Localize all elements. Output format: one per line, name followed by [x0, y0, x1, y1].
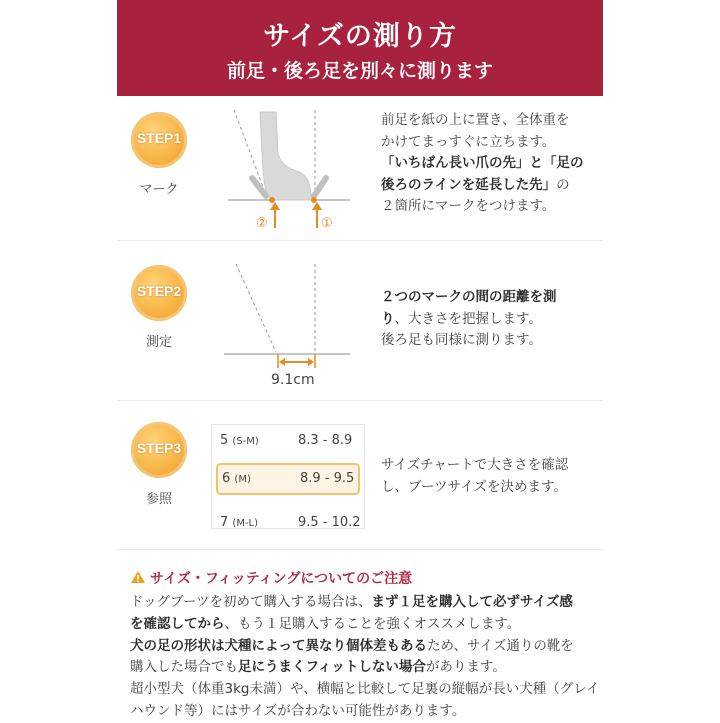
size-chart-row: 5 (S-M) 8.3 - 8.9 [220, 433, 353, 448]
step-2-label: 測定 [145, 335, 172, 350]
divider [117, 240, 603, 241]
size-chart-row: 7 (M-L) 9.5 - 10.2 [220, 515, 361, 529]
marker-1-label: ① [321, 216, 333, 230]
step-2-badge: STEP2 [131, 265, 187, 321]
paw-illustration [222, 108, 352, 230]
paw-shape [260, 112, 312, 200]
page-subtitle: 前足・後ろ足を別々に測ります [226, 60, 493, 82]
measure-illustration [222, 258, 352, 390]
mark-dot-1 [311, 197, 317, 203]
mark-dot-2 [269, 197, 275, 203]
marker-2-label: ② [256, 216, 268, 230]
size-chart-row-selected: 6 (M) 8.9 - 9.5 [216, 463, 360, 495]
caution-body: ドッグブーツを初めて購入する場合は、まず１足を購入して必ずサイズ感 を確認してから、もう１足購入することを強くオススメします。 犬の足の形状は犬種によって異なり個体差もあるため、サイズ通りの靴を 購入した場合でも足にうまくフィットしない場合があります。 超小型犬（体重3kg未満）や、横幅と比較して足裏の縦幅が長い犬種（グレイ ハウンド等）にはサイズが合わない可能性があります。 [130, 594, 600, 719]
divider [117, 400, 603, 401]
step-3-badge: STEP3 [131, 422, 187, 478]
step-3-label: 参照 [145, 492, 172, 507]
header-banner [117, 0, 603, 96]
step-1-badge: STEP1 [131, 112, 187, 168]
step-1-label: マーク [139, 182, 179, 197]
step-3-description: サイズチャートで大きさを確認 し、ブーツサイズを決めます。 [381, 457, 569, 495]
divider [117, 549, 603, 550]
step-2-description: ２つのマークの間の距離を測 り、大きさを把握します。 後ろ足も同様に測ります。 [381, 289, 557, 348]
warning-icon [130, 570, 146, 584]
caution-title: サイズ・フィッティングについてのご注意 [130, 568, 412, 588]
measure-value: 9.1cm [271, 372, 315, 388]
size-chart [211, 424, 365, 529]
step-1-description: 前足を紙の上に置き、全体重を かけてまっすぐに立ちます。 「いちばん長い爪の先」と「足の 後ろのラインを延長した先」の ２箇所にマークをつけます。 [381, 112, 584, 214]
page-title: サイズの測り方 [263, 21, 457, 52]
